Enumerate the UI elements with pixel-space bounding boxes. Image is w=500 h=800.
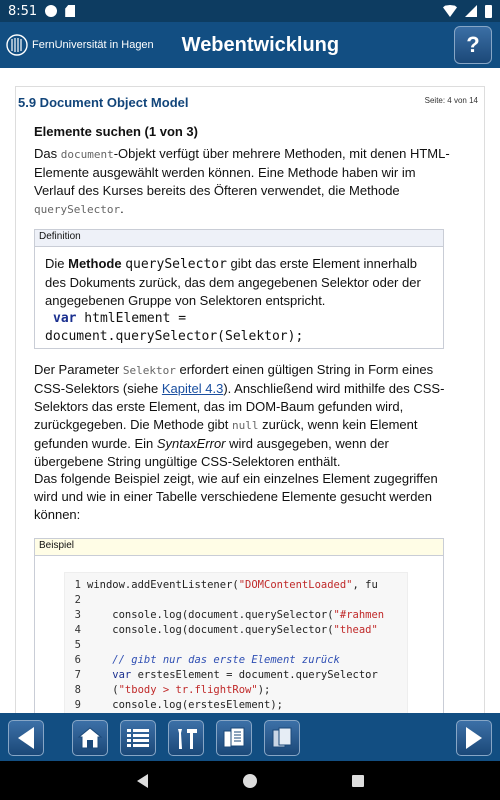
paragraph-text: Der Parameter [34,362,123,377]
status-time: 8:51 [8,3,38,19]
signal-icon [465,5,477,17]
code-line [65,623,407,638]
previous-page-button[interactable] [8,720,44,756]
code-segment: console.log(document.querySelector( [87,609,334,621]
definition-box [34,229,444,349]
definition-text: gibt das erste Element innerhalb des Dokuments zurück, das dem angegebenen Selektor oder der angegebenen Gruppe von Selektoren entspricht. [45,256,421,308]
paragraph-text: erfordert einen gültigen String in Form eines CSS-Selektors (siehe [34,362,434,396]
next-page-button[interactable] [456,720,492,756]
paragraph-text: ). Anschließend wird mithilfe des CSS-Selektors das erste Element, das im DOM-Baum gefunden wird, zurückgegeben. Die Methode gibt [34,381,445,432]
home-icon [77,726,103,750]
help-icon: ? [466,32,480,57]
code-line [65,593,407,608]
intro-text: Das [34,146,61,161]
university-logo-icon [6,34,28,56]
inline-code: querySelector [34,203,121,216]
intro-text: -Objekt verfügt über mehrere Methoden, mit denen HTML-Elemente ausgewählt werden können. Eine Methode haben wir im Verlauf des Kurses bereits des Öfteren verwendet, die Methode [34,146,450,198]
intro-text: . [120,201,124,216]
arrow-left-icon [18,727,34,749]
line-number: 3 [74,609,81,621]
definition-text: Die [45,256,69,271]
syntax-error-text: SyntaxError [156,436,226,451]
code-segment: window.addEventListener( [87,579,239,591]
definition-bold: Methode [68,256,126,271]
arrow-right-icon [466,727,482,749]
definition-code-line-1 [45,310,433,328]
back-icon[interactable] [137,774,148,788]
code-string: "tbody > tr.flightRow" [118,684,258,696]
line-number: 6 [74,654,81,666]
definition-label: Definition [35,230,443,247]
bottom-toolbar [0,713,500,761]
status-bar [0,0,500,22]
tools-icon [173,725,199,751]
wifi-icon [443,5,457,17]
list-icon [125,727,151,749]
code-segment: console.log(document.querySelector( [87,624,334,636]
example-label: Beispiel [35,539,443,556]
code-text [87,608,384,623]
example-intro-paragraph: Das folgende Beispiel zeigt, wie auf ein einzelnes Element zugegriffen wird und wie in einer Tabelle verschiedene Elemente gesucht werden können: [34,471,438,522]
home-circle-icon[interactable] [243,774,257,788]
line-number: 4 [74,624,81,636]
help-button[interactable] [454,26,492,64]
tools-button[interactable] [168,720,204,756]
paragraph-text: zurück, wenn kein Element gefunden wurde. Ein [34,417,418,451]
intro-paragraph [34,145,454,219]
code-string: "#rahmen [333,609,385,621]
inline-code: Selektor [122,364,176,377]
inline-code: null [232,419,259,432]
line-number: 2 [74,594,81,606]
documents-icon [269,725,295,751]
sd-card-icon [65,5,75,17]
code-line [65,608,407,623]
university-logo [6,34,154,56]
code-line [65,698,407,713]
code-segment: erstesElement = document.querySelector [131,669,378,681]
line-number: 9 [74,699,81,711]
subheading [34,123,454,141]
code-comment: // gibt nur das erste Element zurück [87,654,340,666]
definition-body [35,247,443,354]
line-number: 8 [74,684,81,696]
code-text [87,698,283,713]
code-text [87,668,378,683]
table-of-contents-button[interactable] [120,720,156,756]
code-string: "DOMContentLoaded" [238,579,353,591]
code-line [65,578,407,593]
subheading-text: Elemente suchen (1 von 3) [34,124,198,139]
code-segment: , fu [352,579,378,591]
code-segment: ( [87,684,119,696]
line-number: 5 [74,639,81,651]
inline-code: querySelector [125,257,227,272]
code-segment: console.log(erstesElement); [87,699,283,711]
line-number: 7 [74,669,81,681]
home-button[interactable] [72,720,108,756]
page-info: Seite: 4 von 14 [424,96,478,105]
documents-button[interactable] [264,720,300,756]
code-line [65,683,407,698]
code-line [65,638,407,653]
battery-icon [485,5,492,18]
definition-code-line-2: document.querySelector(Selektor); [45,329,304,344]
recent-apps-icon[interactable] [352,775,364,787]
parameter-paragraph [34,361,454,471]
code-keyword: var [53,311,77,326]
code-line [65,653,407,668]
code-listing[interactable] [64,572,408,722]
code-keyword: var [87,669,132,681]
paragraph-text: wird ausgegeben, wenn der übergebene String ungültige CSS-Selektoren enthält. [34,436,389,469]
section-title: 5.9 Document Object Model [18,95,189,110]
line-number: 1 [74,579,81,591]
code-string: "thead" [333,624,378,636]
code-text [87,683,270,698]
pages-icon [221,725,247,751]
code-line [65,668,407,683]
code-segment: ); [257,684,271,696]
app-header [0,22,500,68]
chapter-link[interactable]: Kapitel 4.3 [161,381,224,396]
section-header [18,94,478,112]
page-overview-button[interactable] [216,720,252,756]
system-navigation-bar [0,761,500,800]
code-text [87,623,378,638]
inline-code: document [60,148,114,161]
logo-text: FernUniversität in Hagen [32,39,154,51]
content-area[interactable] [0,68,500,713]
code-text: htmlElement = [76,311,187,326]
code-text [87,578,378,593]
code-text [87,653,340,668]
app-title: Webentwicklung [181,33,340,56]
notification-circle-icon [45,5,57,17]
